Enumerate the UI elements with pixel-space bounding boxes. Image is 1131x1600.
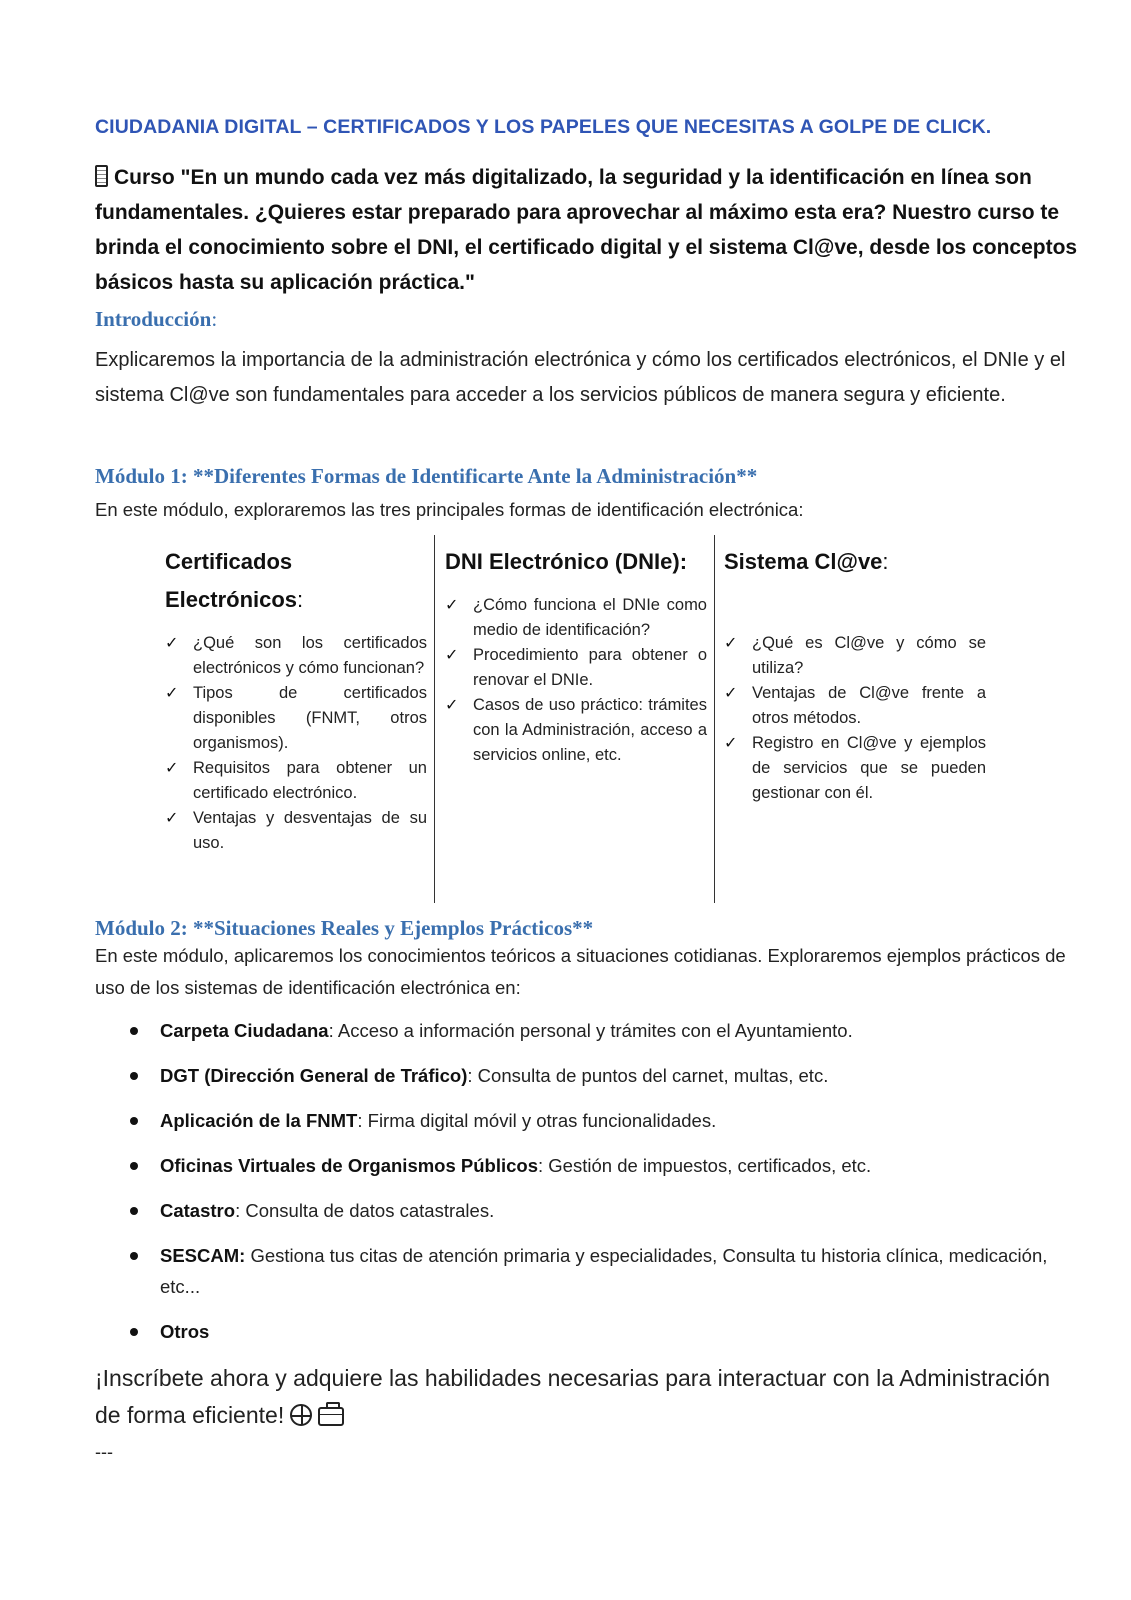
list-item-text: Ventajas de Cl@ve frente a otros métodos. <box>752 684 986 727</box>
course-description <box>95 160 1080 300</box>
list-item <box>724 731 986 806</box>
column-title <box>724 543 986 581</box>
list-item <box>130 1060 1090 1091</box>
column-title-text: DNI Electrónico (DNIe): <box>445 549 688 574</box>
bullet-dot-icon <box>130 1328 138 1336</box>
modulo-2-paragraph: En este módulo, aplicaremos los conocimientos teóricos a situaciones cotidianas. Exploraremos ejemplos prácticos de uso de los sistemas de identificación electrónica en: <box>95 945 1066 998</box>
list-item-text: Gestiona tus citas de atención primaria y especialidades, Consulta tu historia clínica, medicación, etc... <box>160 1245 1048 1297</box>
list-item-text: ¿Cómo funciona el DNIe como medio de identificación? <box>473 596 707 639</box>
list-item <box>130 1150 1090 1181</box>
list-item-text: Casos de uso práctico: trámites con la Administración, acceso a servicios online, etc. <box>473 696 707 764</box>
mobile-phone-icon <box>95 165 108 187</box>
list-item <box>165 681 427 756</box>
column-clave <box>724 535 986 903</box>
introduccion-paragraph: Explicaremos la importancia de la administración electrónica y cómo los certificados electrónicos, el DNIe y el sistema Cl@ve son fundamentales para acceder a los servicios públicos de manera segura y eficiente. <box>95 349 1066 406</box>
list-item-text: Procedimiento para obtener o renovar el DNIe. <box>473 646 707 689</box>
column-title <box>165 543 427 619</box>
heading-modulo-2: Módulo 2: **Situaciones Reales y Ejemplos Prácticos** <box>95 916 594 940</box>
checkmark-icon: ✓ <box>165 635 179 652</box>
checkmark-icon: ✓ <box>165 760 179 777</box>
closing-call-to-action <box>95 1360 1080 1434</box>
list-item <box>445 693 707 768</box>
list-item-text: Registro en Cl@ve y ejemplos de servicios que se pueden gestionar con él. <box>752 734 986 802</box>
heading-introduccion-text: Introducción <box>95 307 212 331</box>
column-dnie <box>445 535 707 903</box>
checkmark-icon: ✓ <box>445 647 459 664</box>
list-item-text: : Consulta de puntos del carnet, multas, etc. <box>467 1065 829 1086</box>
list-item <box>165 756 427 806</box>
column-title-text: Certificados Electrónicos <box>165 549 298 612</box>
list-item <box>724 681 986 731</box>
list-item <box>165 631 427 681</box>
bullet-dot-icon <box>130 1117 138 1125</box>
list-item-text: : Firma digital móvil y otras funcionalidades. <box>357 1110 717 1131</box>
checkmark-icon: ✓ <box>445 697 459 714</box>
list-item <box>445 643 707 693</box>
checkmark-icon: ✓ <box>724 635 738 652</box>
list-item-bold: Aplicación de la FNMT <box>160 1110 358 1131</box>
bullet-dot-icon <box>130 1252 138 1260</box>
list-item <box>130 1316 1090 1347</box>
list-item <box>445 593 707 643</box>
list-item-bold: Oficinas Virtuales de Organismos Públicos <box>160 1155 539 1176</box>
list-item-bold: DGT (Dirección General de Tráfico) <box>160 1065 468 1086</box>
examples-list <box>130 1015 1090 1361</box>
list-item-text: : Gestión de impuestos, certificados, etc. <box>538 1155 872 1176</box>
closing-text: ¡Inscríbete ahora y adquiere las habilidades necesarias para interactuar con la Administración de forma eficiente! <box>95 1365 1051 1428</box>
column-title-colon: : <box>297 587 304 612</box>
column-title-colon: : <box>882 549 889 574</box>
list-item <box>130 1015 1090 1046</box>
checkmark-icon: ✓ <box>445 597 459 614</box>
list-item-bold: Otros <box>160 1321 210 1342</box>
list-item <box>130 1195 1090 1226</box>
column-list <box>445 593 707 768</box>
list-item <box>724 631 986 681</box>
checkmark-icon: ✓ <box>165 685 179 702</box>
column-list <box>165 631 427 856</box>
modulo-1-paragraph: En este módulo, exploraremos las tres principales formas de identificación electrónica: <box>95 499 804 520</box>
heading-introduccion <box>95 307 217 332</box>
list-item-bold: Carpeta Ciudadana <box>160 1020 329 1041</box>
identification-columns <box>165 535 1015 903</box>
list-item-text: Requisitos para obtener un certificado electrónico. <box>193 759 427 802</box>
course-description-text: Curso "En un mundo cada vez más digitalizado, la seguridad y la identificación en línea son fundamentales. ¿Quieres estar preparado para aprovechar al máximo esta era? Nuestro curso te brinda el conocimiento sobre el DNI, el certificado digital y el sistema Cl@ve, desde los conceptos básicos hasta su aplicación práctica." <box>95 166 1078 294</box>
bullet-dot-icon <box>130 1072 138 1080</box>
list-item <box>130 1105 1090 1136</box>
list-item-text: Tipos de certificados disponibles (FNMT, otros organismos). <box>193 684 427 752</box>
globe-icon <box>290 1404 312 1426</box>
bullet-dot-icon <box>130 1027 138 1035</box>
list-item-text: ¿Qué es Cl@ve y cómo se utiliza? <box>752 634 986 677</box>
list-item-bold: Catastro <box>160 1200 236 1221</box>
column-divider <box>434 535 435 903</box>
list-item-text: : Acceso a información personal y trámites con el Ayuntamiento. <box>328 1020 853 1041</box>
column-divider <box>714 535 715 903</box>
list-item-text: : Consulta de datos catastrales. <box>235 1200 495 1221</box>
heading-colon: : <box>211 307 218 331</box>
checkmark-icon: ✓ <box>724 735 738 752</box>
column-title <box>445 543 707 581</box>
checkmark-icon: ✓ <box>724 685 738 702</box>
document-title: CIUDADANIA DIGITAL – CERTIFICADOS Y LOS PAPELES QUE NECESITAS A GOLPE DE CLICK. <box>95 116 992 138</box>
list-item-text: ¿Qué son los certificados electrónicos y cómo funcionan? <box>193 634 427 677</box>
column-certificados <box>165 535 427 903</box>
bullet-dot-icon <box>130 1207 138 1215</box>
checkmark-icon: ✓ <box>165 810 179 827</box>
column-list <box>724 631 986 806</box>
separator: --- <box>95 1442 113 1462</box>
bullet-dot-icon <box>130 1162 138 1170</box>
list-item <box>130 1240 1090 1302</box>
list-item <box>165 806 427 856</box>
list-item-bold: SESCAM: <box>160 1245 246 1266</box>
column-title-text: Sistema Cl@ve <box>724 549 883 574</box>
list-item-text: Ventajas y desventajas de su uso. <box>193 809 427 852</box>
briefcase-icon <box>318 1407 344 1426</box>
heading-modulo-1: Módulo 1: **Diferentes Formas de Identificarte Ante la Administración** <box>95 464 758 488</box>
